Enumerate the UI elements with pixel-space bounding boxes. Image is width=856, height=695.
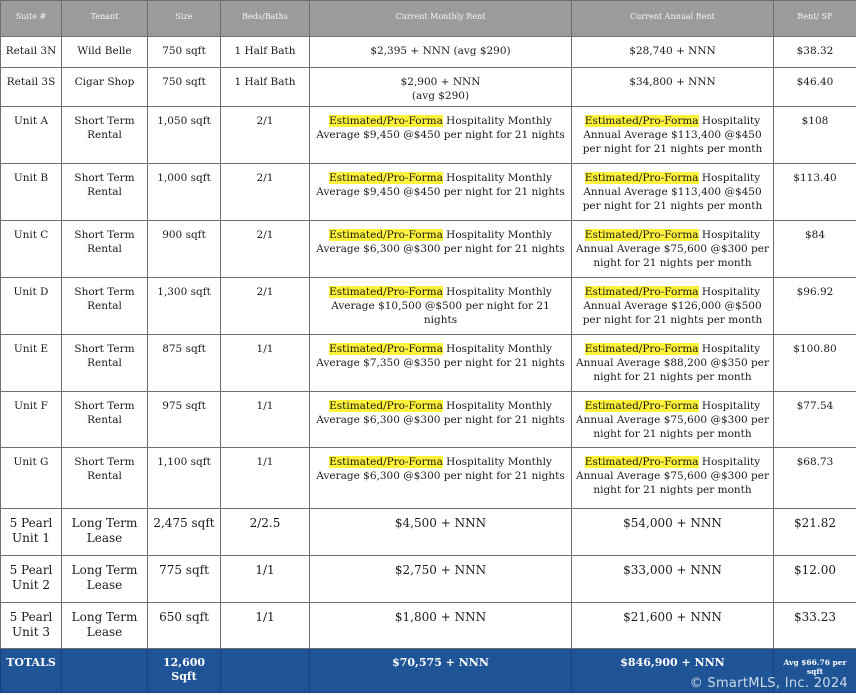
- table-row: [1, 603, 856, 649]
- cell-size: 900 sqft: [148, 221, 221, 278]
- cell-size: 1,300 sqft: [148, 278, 221, 335]
- estimate-highlight: Estimated/Pro-Forma: [584, 400, 699, 412]
- cell-rent-sf: $12.00: [774, 556, 856, 603]
- totals-monthly: $70,575 + NNN: [310, 649, 572, 693]
- cell-monthly: $4,500 + NNN: [310, 509, 572, 556]
- table-row: [1, 68, 856, 107]
- cell-beds: 2/1: [221, 278, 310, 335]
- cell-rent-sf: $77.54: [774, 392, 856, 448]
- cell-suite: Unit C: [1, 221, 62, 278]
- cell-monthly: [310, 107, 572, 164]
- cell-annual: [572, 107, 774, 164]
- header-beds-baths: Beds/Baths: [221, 1, 310, 37]
- annual-text: Hospitality Annual Average $75,600 @$300 per night for 21 nights per month: [576, 400, 769, 440]
- totals-beds: [221, 649, 310, 693]
- monthly-text: Hospitality Monthly Average $7,350 @$350 per night for 21 nights: [316, 343, 565, 369]
- cell-size: 1,000 sqft: [148, 164, 221, 221]
- cell-tenant: Wild Belle: [62, 37, 148, 68]
- cell-rent-sf: $108: [774, 107, 856, 164]
- cell-monthly: [310, 164, 572, 221]
- header-size: Size: [148, 1, 221, 37]
- watermark: © SmartMLS, Inc. 2024: [689, 676, 848, 691]
- estimate-highlight: Estimated/Pro-Forma: [329, 286, 443, 298]
- estimate-highlight: Estimated/Pro-Forma: [329, 115, 443, 127]
- cell-tenant: Short Term Rental: [62, 107, 148, 164]
- cell-beds: 2/2.5: [221, 509, 310, 556]
- cell-rent-sf: $113.40: [774, 164, 856, 221]
- annual-text: Hospitality Annual Average $113,400 @$450 per night for 21 nights per month: [582, 172, 763, 212]
- cell-monthly: $2,395 + NNN (avg $290): [310, 37, 572, 68]
- cell-suite: Unit A: [1, 107, 62, 164]
- cell-rent-sf: $21.82: [774, 509, 856, 556]
- cell-annual: $34,800 + NNN: [572, 68, 774, 107]
- cell-beds: 1/1: [221, 603, 310, 649]
- cell-rent-sf: $68.73: [774, 448, 856, 509]
- cell-suite: 5 Pearl Unit 2: [1, 556, 62, 603]
- estimate-highlight: Estimated/Pro-Forma: [584, 172, 699, 184]
- monthly-text: Hospitality Monthly Average $6,300 @$300 per night for 21 nights: [316, 400, 565, 426]
- totals-annual: $846,900 + NNN: [572, 649, 774, 693]
- cell-beds: 1/1: [221, 448, 310, 509]
- monthly-text: Hospitality Monthly Average $6,300 @$300 per night for 21 nights: [316, 456, 565, 482]
- header-annual-rent: Current Annual Rent: [572, 1, 774, 37]
- cell-annual: [572, 221, 774, 278]
- cell-annual: [572, 278, 774, 335]
- cell-tenant: Short Term Rental: [62, 392, 148, 448]
- cell-beds: 1/1: [221, 556, 310, 603]
- estimate-highlight: Estimated/Pro-Forma: [584, 456, 699, 468]
- cell-tenant: Long Term Lease: [62, 556, 148, 603]
- cell-annual: $28,740 + NNN: [572, 37, 774, 68]
- cell-size: 750 sqft: [148, 68, 221, 107]
- cell-rent-sf: $100.80: [774, 335, 856, 392]
- annual-text: Hospitality Annual Average $126,000 @$500 per night for 21 nights per month: [582, 286, 763, 326]
- header-rent-sf: Rent/ SF: [774, 1, 856, 37]
- estimate-highlight: Estimated/Pro-Forma: [329, 456, 443, 468]
- cell-annual: $33,000 + NNN: [572, 556, 774, 603]
- cell-suite: Unit G: [1, 448, 62, 509]
- cell-size: 1,100 sqft: [148, 448, 221, 509]
- estimate-highlight: Estimated/Pro-Forma: [584, 115, 699, 127]
- cell-beds: 1 Half Bath: [221, 37, 310, 68]
- estimate-highlight: Estimated/Pro-Forma: [329, 229, 443, 241]
- cell-monthly: $2,750 + NNN: [310, 556, 572, 603]
- cell-size: 875 sqft: [148, 335, 221, 392]
- cell-annual: $21,600 + NNN: [572, 603, 774, 649]
- table-row: [1, 164, 856, 221]
- table-row: [1, 278, 856, 335]
- cell-suite: Unit D: [1, 278, 62, 335]
- estimate-highlight: Estimated/Pro-Forma: [584, 229, 699, 241]
- cell-monthly: [310, 392, 572, 448]
- cell-beds: 2/1: [221, 221, 310, 278]
- annual-text: Hospitality Annual Average $75,600 @$300 per night for 21 nights per month: [576, 456, 769, 496]
- cell-size: 2,475 sqft: [148, 509, 221, 556]
- cell-tenant: Short Term Rental: [62, 164, 148, 221]
- totals-rent-sf: Avg $66.76 per sqft: [774, 649, 856, 693]
- cell-tenant: Short Term Rental: [62, 448, 148, 509]
- estimate-highlight: Estimated/Pro-Forma: [584, 286, 699, 298]
- cell-size: 775 sqft: [148, 556, 221, 603]
- header-suite: Suite #: [1, 1, 62, 37]
- cell-annual: [572, 335, 774, 392]
- cell-rent-sf: $84: [774, 221, 856, 278]
- cell-rent-sf: $38.32: [774, 37, 856, 68]
- totals-label: TOTALS: [1, 649, 62, 693]
- table-row: [1, 392, 856, 448]
- cell-tenant: Short Term Rental: [62, 335, 148, 392]
- estimate-highlight: Estimated/Pro-Forma: [584, 343, 699, 355]
- monthly-text: Hospitality Monthly Average $6,300 @$300 per night for 21 nights: [316, 229, 565, 255]
- estimate-highlight: Estimated/Pro-Forma: [329, 343, 443, 355]
- table-row: [1, 448, 856, 509]
- cell-tenant: Cigar Shop: [62, 68, 148, 107]
- cell-beds: 1/1: [221, 335, 310, 392]
- cell-monthly: [310, 335, 572, 392]
- cell-beds: 2/1: [221, 107, 310, 164]
- monthly-text: Hospitality Monthly Average $10,500 @$500 per night for 21 nights: [331, 286, 552, 326]
- annual-text: Hospitality Annual Average $88,200 @$350 per night for 21 nights per month: [576, 343, 769, 383]
- cell-size: 650 sqft: [148, 603, 221, 649]
- table-row: [1, 509, 856, 556]
- cell-tenant: Short Term Rental: [62, 278, 148, 335]
- cell-monthly: [310, 221, 572, 278]
- header-row: [1, 1, 856, 37]
- cell-rent-sf: $46.40: [774, 68, 856, 107]
- cell-suite: 5 Pearl Unit 1: [1, 509, 62, 556]
- cell-suite: Unit F: [1, 392, 62, 448]
- table-row: [1, 335, 856, 392]
- table-row: [1, 221, 856, 278]
- cell-tenant: Long Term Lease: [62, 509, 148, 556]
- estimate-highlight: Estimated/Pro-Forma: [329, 400, 443, 412]
- table-row: [1, 37, 856, 68]
- cell-monthly: $1,800 + NNN: [310, 603, 572, 649]
- totals-tenant: [62, 649, 148, 693]
- cell-size: 975 sqft: [148, 392, 221, 448]
- totals-size: 12,600 Sqft: [148, 649, 221, 693]
- cell-beds: 1 Half Bath: [221, 68, 310, 107]
- cell-suite: Unit B: [1, 164, 62, 221]
- cell-beds: 2/1: [221, 164, 310, 221]
- cell-monthly: $2,900 + NNN (avg $290): [310, 68, 572, 107]
- cell-suite: Unit E: [1, 335, 62, 392]
- estimate-highlight: Estimated/Pro-Forma: [329, 172, 443, 184]
- cell-tenant: Short Term Rental: [62, 221, 148, 278]
- header-monthly-rent: Current Monthly Rent: [310, 1, 572, 37]
- annual-text: Hospitality Annual Average $113,400 @$450 per night for 21 nights per month: [582, 115, 763, 155]
- cell-suite: Retail 3S: [1, 68, 62, 107]
- cell-tenant: Long Term Lease: [62, 603, 148, 649]
- cell-size: 1,050 sqft: [148, 107, 221, 164]
- cell-beds: 1/1: [221, 392, 310, 448]
- cell-suite: Retail 3N: [1, 37, 62, 68]
- cell-size: 750 sqft: [148, 37, 221, 68]
- cell-rent-sf: $96.92: [774, 278, 856, 335]
- monthly-text: Hospitality Monthly Average $9,450 @$450 per night for 21 nights: [316, 172, 565, 198]
- table-row: [1, 556, 856, 603]
- cell-annual: [572, 392, 774, 448]
- cell-rent-sf: $33.23: [774, 603, 856, 649]
- cell-annual: [572, 448, 774, 509]
- monthly-text: Hospitality Monthly Average $9,450 @$450 per night for 21 nights: [316, 115, 565, 141]
- table-row: [1, 107, 856, 164]
- cell-suite: 5 Pearl Unit 3: [1, 603, 62, 649]
- annual-text: Hospitality Annual Average $75,600 @$300 per night for 21 nights per month: [576, 229, 769, 269]
- cell-annual: [572, 164, 774, 221]
- cell-monthly: [310, 278, 572, 335]
- cell-annual: $54,000 + NNN: [572, 509, 774, 556]
- header-tenant: Tenant: [62, 1, 148, 37]
- cell-monthly: [310, 448, 572, 509]
